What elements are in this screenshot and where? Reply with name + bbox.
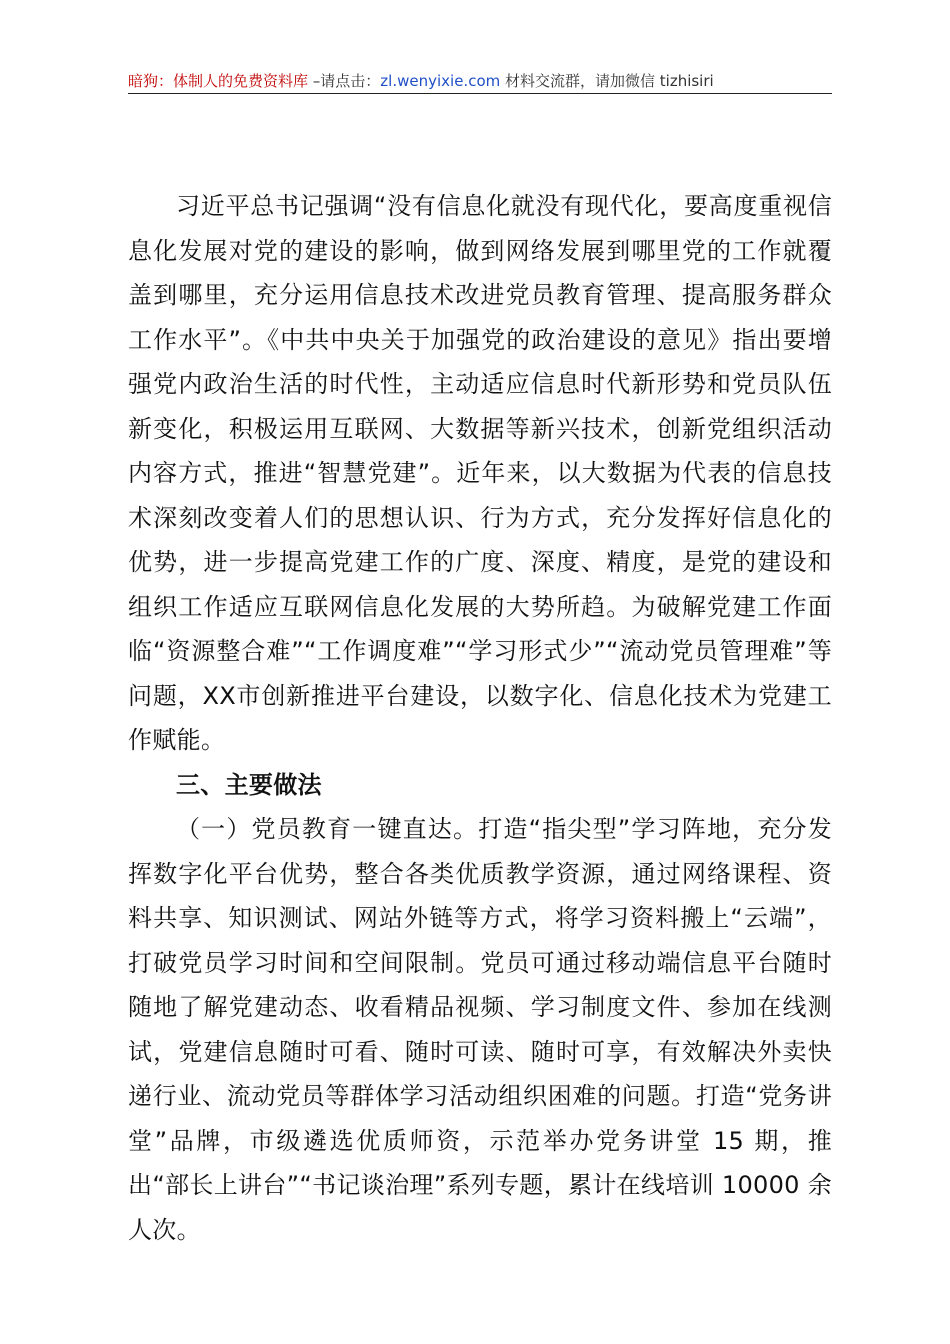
- header-click-prompt: –请点击：: [308, 72, 381, 90]
- header-site-name: 暗狗：体制人的免费资料库: [128, 72, 309, 90]
- header-wechat-note: 材料交流群，请加微信 tizhisiri: [500, 72, 714, 90]
- paragraph-education: （一）党员教育一键直达。打造“指尖型”学习阵地，充分发挥数字化平台优势，整合各类优质教学资源，通过网络课程、资料共享、知识测试、网站外链等方式，将学习资料搬上“云端”，打破党员学习时间和空间限制。党员可通过移动端信息平台随时随地了解党建动态、收看精品视频、学习制度文件、参加在线测试，党建信息随时可看、随时可读、随时可享，有效解决外卖快递行业、流动党员等群体学习活动组织困难的问题。打造“党务讲堂”品牌，市级遴选优质师资，示范举办党务讲堂 15 期，推出“部长上讲台”“书记谈治理”系列专题，累计在线培训 10000 余人次。: [128, 815, 832, 1244]
- header-site-link[interactable]: zl.wenyixie.com: [380, 72, 501, 90]
- page-header: [128, 70, 832, 92]
- paragraph-background: 习近平总书记强调“没有信息化就没有现代化，要高度重视信息化发展对党的建设的影响，做到网络发展到哪里党的工作就覆盖到哪里，充分运用信息技术改进党员教育管理、提高服务群众工作水平”。《中共中央关于加强党的政治建设的意见》指出要增强党内政治生活的时代性，主动适应信息时代新形势和党员队伍新变化，积极运用互联网、大数据等新兴技术，创新党组织活动内容方式，推进“智慧党建”。近年来，以大数据为代表的信息技术深刻改变着人们的思想认识、行为方式，充分发挥好信息化的优势，进一步提高党建工作的广度、深度、精度，是党的建设和组织工作适应互联网信息化发展的大势所趋。为破解党建工作面临“资源整合难”“工作调度难”“学习形式少”“流动党员管理难”等问题，XX市创新推进平台建设，以数字化、信息化技术为党建工作赋能。: [128, 192, 832, 754]
- section-heading: 三、主要做法: [176, 770, 322, 799]
- header-divider: [128, 93, 832, 94]
- document-body: [128, 184, 832, 1252]
